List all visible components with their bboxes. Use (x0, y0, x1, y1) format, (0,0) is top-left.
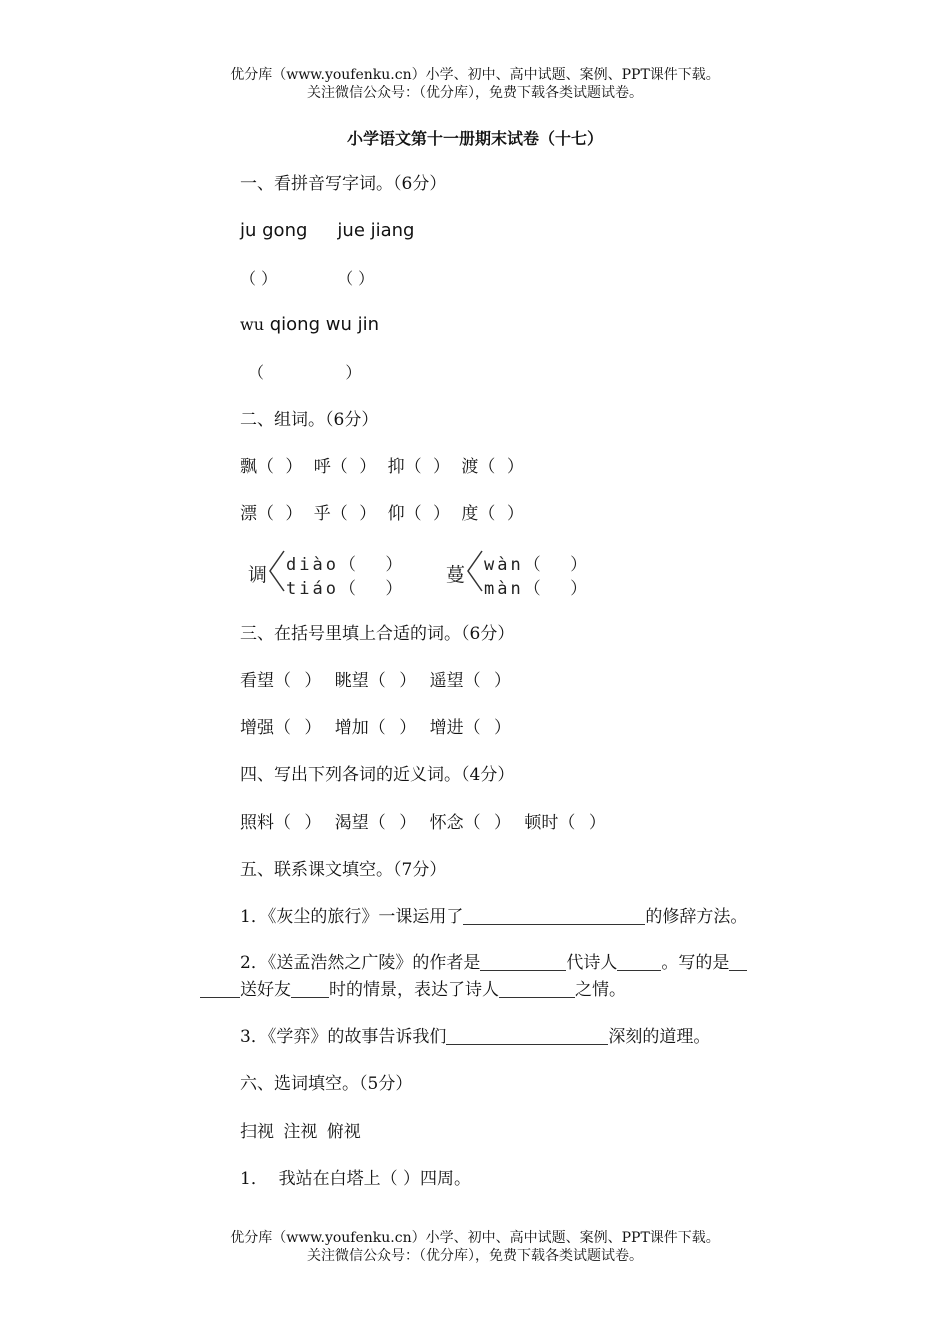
answer-blank[interactable] (463, 907, 645, 925)
pinyin-prefix: wu (240, 315, 264, 334)
answer-blank[interactable] (200, 980, 240, 998)
pinyin-row-1 (240, 220, 414, 242)
question-text: 之情。 (575, 980, 626, 1000)
question-text: 的修辞方法。 (645, 907, 748, 927)
header-line-1: 优分库（www.youfenku.cn）小学、初中、高中试题、案例、PPT课件下载。 (230, 67, 720, 83)
answer-blank[interactable] (729, 953, 747, 971)
word-group-row-2: 漂（ ） 乎（ ） 仰（ ） 度（ ） (240, 504, 524, 524)
question-text: 代诗人 (566, 953, 618, 973)
polyphone-char: 调 (248, 564, 268, 586)
bracket-icon (268, 548, 286, 594)
polyphone-reading: màn（ ） (484, 579, 591, 599)
answer-blank[interactable] (446, 1027, 608, 1045)
section-2-heading: 二、组词。（6分） (240, 410, 379, 430)
polyphone-reading: diào（ ） (286, 555, 406, 575)
section-4-heading: 四、写出下列各词的近义词。（4分） (240, 765, 515, 785)
polyphone-reading: tiáo（ ） (286, 579, 406, 599)
footer-line-2: 关注微信公众号：（优分库），免费下载各类试题试卷。 (307, 1248, 643, 1264)
question-text: 时的情景，表达了诗人 (329, 980, 499, 1000)
polyphone-wan (446, 548, 616, 600)
answer-blank[interactable] (291, 980, 329, 998)
answer-blank[interactable] (499, 980, 575, 998)
question-6-1: 1． 我站在白塔上（ ）四周。 (240, 1169, 472, 1189)
answer-paren: （ ） (337, 269, 375, 288)
question-text: 送好友 (240, 980, 291, 1000)
answer-paren: （ ） (240, 269, 278, 288)
page-footer (0, 1229, 950, 1265)
pinyin-row-2 (240, 314, 379, 336)
bracket-icon (466, 548, 484, 594)
section-5-heading: 五、联系课文填空。（7分） (240, 860, 447, 880)
synonym-row: 照料（ ） 渴望（ ） 怀念（ ） 顿时（ ） (240, 813, 606, 833)
polyphone-diao (248, 548, 428, 600)
question-text: 3．《学弈》的故事告诉我们 (240, 1027, 447, 1047)
question-5-1 (240, 906, 747, 928)
fill-row-1: 看望（ ） 眺望（ ） 遥望（ ） (240, 671, 512, 691)
section-1-heading: 一、看拼音写字词。（6分） (240, 174, 447, 194)
footer-line-1: 优分库（www.youfenku.cn）小学、初中、高中试题、案例、PPT课件下载。 (230, 1230, 720, 1246)
pinyin-qiong-wu-jin: qiong wu jin (264, 314, 379, 335)
page-header (0, 66, 950, 102)
question-5-3 (240, 1026, 710, 1048)
answer-row-1 (240, 268, 374, 290)
question-text: 。写的是 (661, 953, 730, 973)
word-choices: 扫视 注视 俯视 (240, 1122, 361, 1142)
section-3-heading: 三、在括号里填上合适的词。（6分） (240, 624, 515, 644)
word-group-row-1: 飘（ ） 呼（ ） 抑（ ） 渡（ ） (240, 457, 524, 477)
question-text: 深刻的道理。 (608, 1027, 711, 1047)
answer-blank[interactable] (480, 953, 566, 971)
question-text: 1．《灰尘的旅行》一课运用了 (240, 907, 464, 927)
question-text: 2．《送孟浩然之广陵》的作者是 (240, 953, 481, 973)
pinyin-ju-gong: ju gong (240, 220, 308, 241)
section-6-heading: 六、选词填空。（5分） (240, 1074, 413, 1094)
question-5-2 (200, 950, 808, 1004)
polyphone-reading: wàn（ ） (484, 555, 591, 575)
page-title: 小学语文第十一册期末试卷（十七） (346, 129, 603, 148)
answer-blank[interactable] (617, 953, 661, 971)
fill-row-2: 增强（ ） 增加（ ） 增进（ ） (240, 718, 512, 738)
pinyin-jue-jiang: jue jiang (337, 220, 415, 241)
header-line-2: 关注微信公众号：（优分库），免费下载各类试题试卷。 (307, 85, 643, 101)
polyphone-char: 蔓 (446, 564, 466, 586)
answer-row-2: （ ） (248, 363, 362, 382)
